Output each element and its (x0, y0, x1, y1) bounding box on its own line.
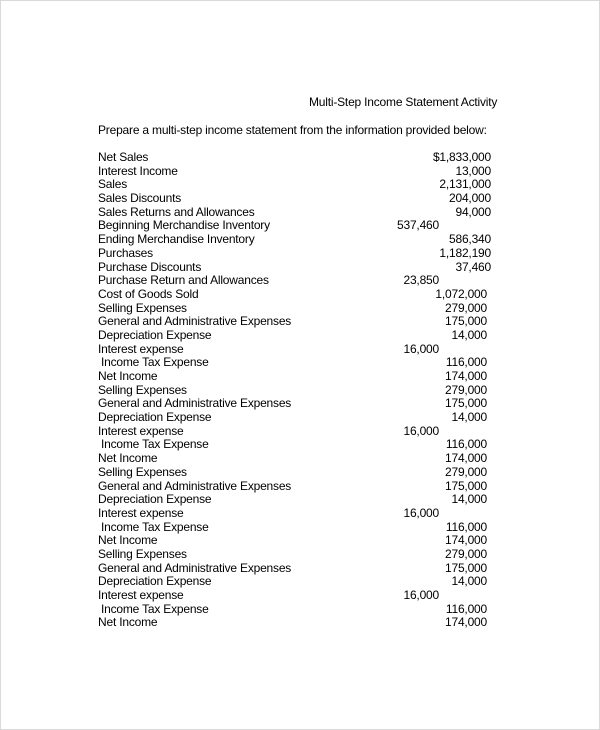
row-value-outer: 174,000 (445, 615, 487, 630)
row-label: Net Income (98, 369, 158, 383)
statement-row (1, 165, 600, 179)
row-value-outer: 279,000 (445, 546, 487, 561)
row-value-outer: 14,000 (451, 327, 487, 342)
row-label: Purchases (98, 245, 153, 260)
row-label: Sales (98, 177, 128, 192)
statement-row (1, 356, 600, 370)
row-value-outer: 116,000 (445, 355, 487, 370)
row-value-outer: 14,000 (451, 410, 487, 425)
row-label: Selling Expenses (98, 464, 187, 479)
row-label: Depreciation Expense (98, 410, 212, 425)
row-value-outer: 174,000 (445, 451, 487, 466)
row-label: Interest expense (98, 423, 184, 438)
statement-row (1, 233, 600, 247)
statement-row (1, 302, 600, 316)
row-label: Purchase Return and Allowances (98, 273, 269, 288)
row-label: Net Income (98, 451, 158, 466)
statement-row (1, 370, 600, 384)
row-value-outer: 175,000 (445, 560, 487, 575)
row-label: Income Tax Expense (101, 601, 209, 616)
row-value-outer: 279,000 (445, 300, 487, 315)
statement-row (1, 562, 600, 576)
row-value-outer: 116,000 (445, 519, 487, 534)
row-label: Net Income (98, 615, 158, 630)
row-value-outer: 174,000 (445, 369, 487, 383)
row-label: Depreciation Expense (98, 327, 212, 342)
row-label: Selling Expenses (98, 300, 187, 315)
row-label: Sales Discounts (98, 191, 182, 206)
row-label: Net Sales (98, 150, 149, 164)
row-value-outer: 94,000 (455, 204, 491, 219)
statement-row (1, 384, 600, 398)
statement-row (1, 343, 600, 357)
statement-row (1, 575, 600, 589)
row-value-outer: 175,000 (445, 396, 487, 411)
statement-rows (1, 151, 600, 630)
row-label: Cost of Goods Sold (98, 286, 199, 301)
statement-row (1, 452, 600, 466)
row-label: Income Tax Expense (101, 355, 209, 370)
row-value-outer: $1,833,000 (432, 150, 491, 164)
statement-row (1, 151, 600, 165)
row-label: Purchase Discounts (98, 259, 202, 274)
statement-row (1, 507, 600, 521)
statement-row (1, 521, 600, 535)
row-value-outer: 37,460 (455, 259, 491, 274)
row-label: Depreciation Expense (98, 492, 212, 507)
row-value-inner: 16,000 (403, 505, 439, 520)
instructions-text: Prepare a multi-step income statement from the information provided below: (98, 123, 487, 137)
statement-row (1, 261, 600, 275)
statement-row (1, 288, 600, 302)
row-value-inner: 16,000 (403, 588, 439, 602)
row-value-outer: 586,340 (449, 232, 491, 247)
statement-row (1, 438, 600, 452)
row-label: Selling Expenses (98, 546, 187, 561)
row-label: Beginning Merchandise Inventory (98, 218, 270, 233)
row-value-outer: 116,000 (445, 437, 487, 452)
row-value-outer: 279,000 (445, 464, 487, 479)
row-label: Interest expense (98, 505, 184, 520)
row-value-outer: 116,000 (445, 601, 487, 616)
row-value-inner: 16,000 (403, 423, 439, 438)
row-value-inner: 23,850 (403, 273, 439, 288)
row-label: General and Administrative Expenses (98, 396, 292, 411)
row-value-outer: 14,000 (451, 574, 487, 589)
row-label: General and Administrative Expenses (98, 478, 292, 493)
row-label: Interest expense (98, 588, 184, 602)
statement-row (1, 480, 600, 494)
row-value-inner: 537,460 (397, 218, 439, 233)
row-label: Interest Income (98, 163, 178, 178)
statement-row (1, 589, 600, 603)
statement-row (1, 247, 600, 261)
row-value-outer: 204,000 (449, 191, 491, 206)
row-value-outer: 14,000 (451, 492, 487, 507)
statement-row (1, 219, 600, 233)
row-label: Sales Returns and Allowances (98, 204, 255, 219)
row-label: Selling Expenses (98, 382, 187, 397)
row-value-outer: 1,072,000 (435, 286, 487, 301)
statement-row (1, 603, 600, 617)
statement-row (1, 411, 600, 425)
statement-row (1, 315, 600, 329)
statement-row (1, 329, 600, 343)
statement-row (1, 534, 600, 548)
row-label: Income Tax Expense (101, 519, 209, 534)
statement-row (1, 397, 600, 411)
row-value-outer: 1,182,190 (439, 245, 491, 260)
row-value-outer: 13,000 (455, 163, 491, 178)
row-value-outer: 174,000 (445, 533, 487, 548)
statement-row (1, 466, 600, 480)
statement-row (1, 206, 600, 220)
row-label: Income Tax Expense (101, 437, 209, 452)
row-label: General and Administrative Expenses (98, 314, 292, 329)
row-label: General and Administrative Expenses (98, 560, 292, 575)
row-label: Interest expense (98, 341, 184, 356)
row-value-outer: 2,131,000 (439, 177, 491, 192)
statement-row (1, 548, 600, 562)
row-value-inner: 16,000 (403, 341, 439, 356)
statement-row (1, 274, 600, 288)
statement-row (1, 493, 600, 507)
row-label: Ending Merchandise Inventory (98, 232, 255, 247)
row-value-outer: 175,000 (445, 478, 487, 493)
row-label: Net Income (98, 533, 158, 548)
statement-row (1, 425, 600, 439)
statement-row (1, 192, 600, 206)
row-value-outer: 279,000 (445, 382, 487, 397)
statement-row (1, 178, 600, 192)
row-label: Depreciation Expense (98, 574, 212, 589)
document-title: Multi-Step Income Statement Activity (309, 95, 498, 109)
statement-row (1, 616, 600, 630)
row-value-outer: 175,000 (445, 314, 487, 329)
